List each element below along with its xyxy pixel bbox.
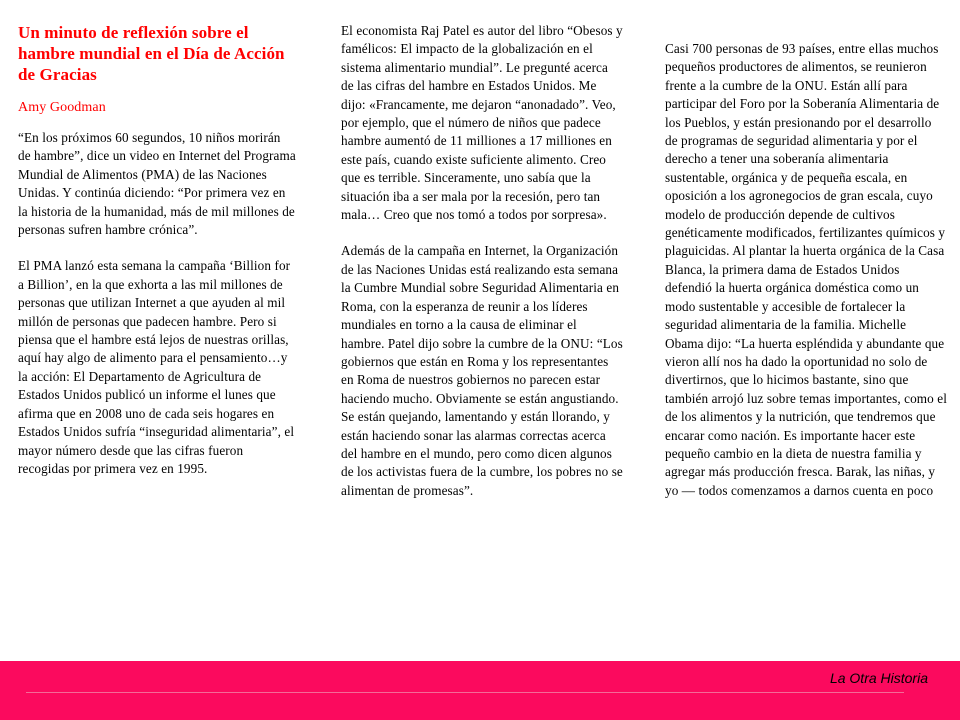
footer-divider (26, 692, 904, 693)
paragraph: Casi 700 personas de 93 países, entre ellas muchos pequeños productores de alimentos, se reunieron frente a la cumbre de la ONU. Están allí para participar del Foro por la Soberanía Alimentaria de los Pueblos, y están presionando por el desarrollo de programas de seguridad alimentaria y por el derecho a tener una soberanía alimentaria sustentable, orgánica y de pequeña escala, en oposición a los agronegocios de gran escala, cuyo modelo de producción depende de cultivos genéticamente modificados, fertilizantes químicos y plaguicidas. Al plantar la huerta orgánica de la Casa Blanca, la primera dama de Estados Unidos defendió la huerta orgánica doméstica como un modo sustentable y accesible de fortalecer la seguridad alimentaria de la familia. Michelle Obama dijo: “La huerta espléndida y abundante que vieron allí nos ha dado la oportunidad no solo de divertirnos, que lo hicimos bastante, sino que también arrojó luz sobre temas importantes, como el de los alimentos y la nutrición, que tendremos que encarar como nación. Es importante hacer este pequeño cambio en la dieta de nuestra familia y agregar más producción fresca. Barak, las niñas, y yo — todos comenzamos a darnos cuenta en poco (665, 41, 947, 498)
paragraph: Además de la campaña en Internet, la Organización de las Naciones Unidas está realizando esta semana la Cumbre Mundial sobre Seguridad Alimentaria en Roma, con la esperanza de reunir a los líderes mundiales en torno a la causa de eliminar el hambre. Patel dijo sobre la cumbre de la ONU: “Los gobiernos que están en Roma y los representantes en Roma de nuestros gobiernos no parecen estar haciendo mucho. Obviamente se están angustiando. Se están quejando, lamentando y están llorando, y están haciendo sonar las alarmas correctas acerca del hambre en el mundo, pero como dicen algunos de los activistas fuera de la cumbre, los pobres no se alimentan de promesas”. (341, 243, 623, 498)
footer-label: La Otra Historia (829, 670, 928, 686)
article-column-1 (18, 22, 296, 496)
footer-bar (0, 661, 960, 720)
article-author: Amy Goodman (18, 100, 106, 115)
article-column-2 (341, 22, 623, 518)
paragraph: “En los próximos 60 segundos, 10 niños morirán de hambre”, dice un video en Internet del Programa Mundial de Alimentos (PMA) de las Naciones Unidas. Y continúa diciendo: “Por primera vez en la historia de la humanidad, más de mil millones de personas sufren hambre crónica”. (18, 130, 296, 238)
paragraph: El economista Raj Patel es autor del libro “Obesos y famélicos: El impacto de la globalización en el sistema alimentario mundial”. Le pregunté acerca de las cifras del hambre en Estados Unidos. Me dijo: «Francamente, me dejaron “anonadado”. Veo, por ejemplo, que el número de niños que padece hambre aumentó de 11 milliones a 17 milliones en este país, cuando existe suficiente alimento. Creo que es terrible. Sinceramente, uno sabía que la situación iba a ser mala por la recesión, pero tan mala… Creo que nos tomó a todos por sorpresa». (341, 23, 623, 223)
article-column-3 (665, 40, 947, 518)
paragraph: El PMA lanzó esta semana la campaña ‘Billion for a Billion’, en la que exhorta a las mil millones de personas que utilizan Internet a que ayuden al mil millón de personas que padecen hambre. Pero si piensa que el hambre está lejos de nuestras orillas, aquí hay algo de alimento para el pensamiento…y la acción: El Departamento de Agricultura de Estados Unidos publicó un informe el lunes que afirma que en 2008 uno de cada seis hogares en Estados Unidos sufría “inseguridad alimentaria”, el mayor número desde que las cifras fueron recogidas por primera vez en 1995. (18, 258, 295, 476)
article-title: Un minuto de reflexión sobre el hambre mundial en el Día de Acción de Gracias (18, 23, 285, 84)
